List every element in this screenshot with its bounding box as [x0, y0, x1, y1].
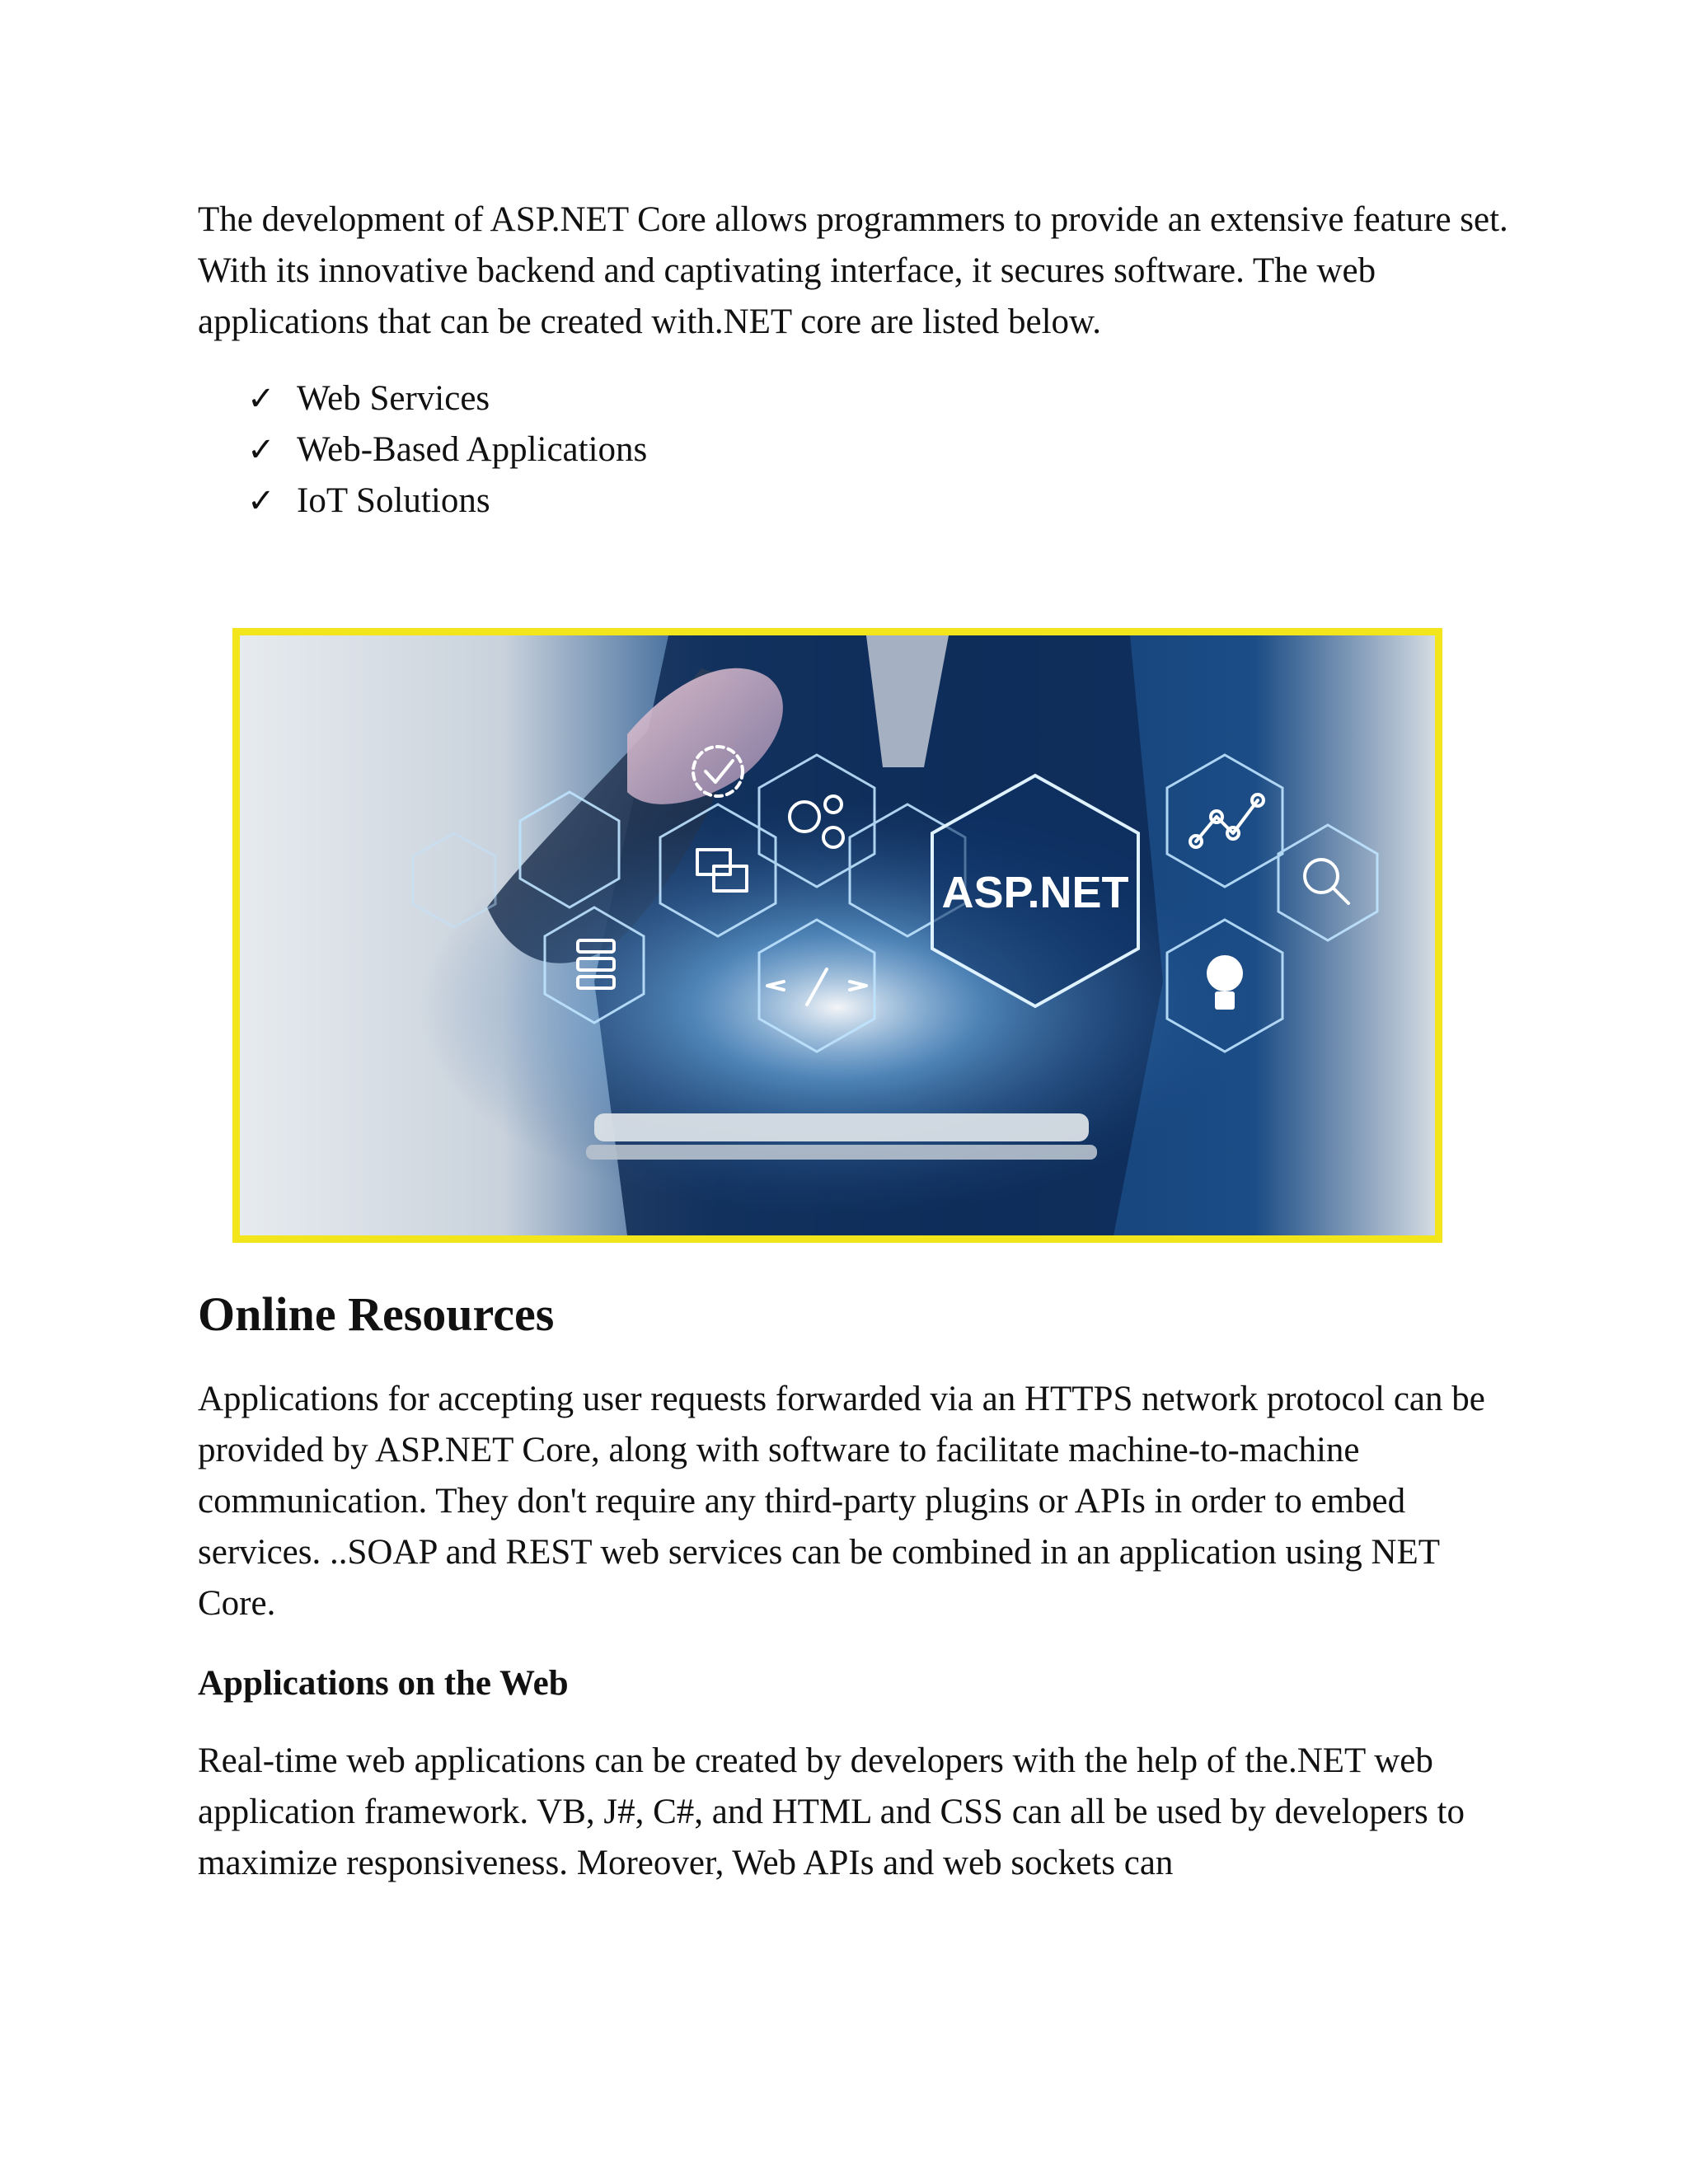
list-item — [247, 373, 647, 424]
list-item — [247, 476, 647, 527]
list-item-label: Web Services — [297, 379, 490, 418]
list-item-label: Web-Based Applications — [297, 430, 648, 469]
intro-paragraph: The development of ASP.NET Core allows programmers to provide an extensive feature set. With its innovative backend and captivating interface, it secures software. The web applications that can be created with.NET core are listed below. — [198, 200, 1508, 341]
online-resources-paragraph: Applications for accepting user requests forwarded via an HTTPS network protocol can be provided by ASP.NET Core, along with software to facilitate machine-to-machine communication. They don't require any third-party plugins or APIs in order to embed services. ..SOAP and REST web services can be combined in an application using NET Core. — [198, 1380, 1485, 1623]
list-item — [247, 424, 647, 476]
web-apps-heading: Applications on the Web — [198, 1664, 569, 1703]
web-app-types-list — [247, 373, 647, 527]
list-item-label: IoT Solutions — [297, 481, 490, 520]
asp-net-illustration — [240, 635, 1435, 1235]
checkmark-icon: ✓ — [247, 380, 275, 418]
checkmark-icon: ✓ — [247, 482, 275, 520]
online-resources-heading: Online Resources — [198, 1287, 555, 1341]
asp-net-hero-image — [232, 628, 1442, 1243]
checkmark-icon: ✓ — [247, 431, 275, 469]
asp-net-label: ASP.NET — [941, 868, 1129, 917]
web-apps-paragraph: Real-time web applications can be created by developers with the help of the.NET web application framework. VB, J#, C#, and HTML and CSS can all be used by developers to maximize responsiveness. Moreover, Web APIs and web sockets can — [198, 1741, 1465, 1882]
